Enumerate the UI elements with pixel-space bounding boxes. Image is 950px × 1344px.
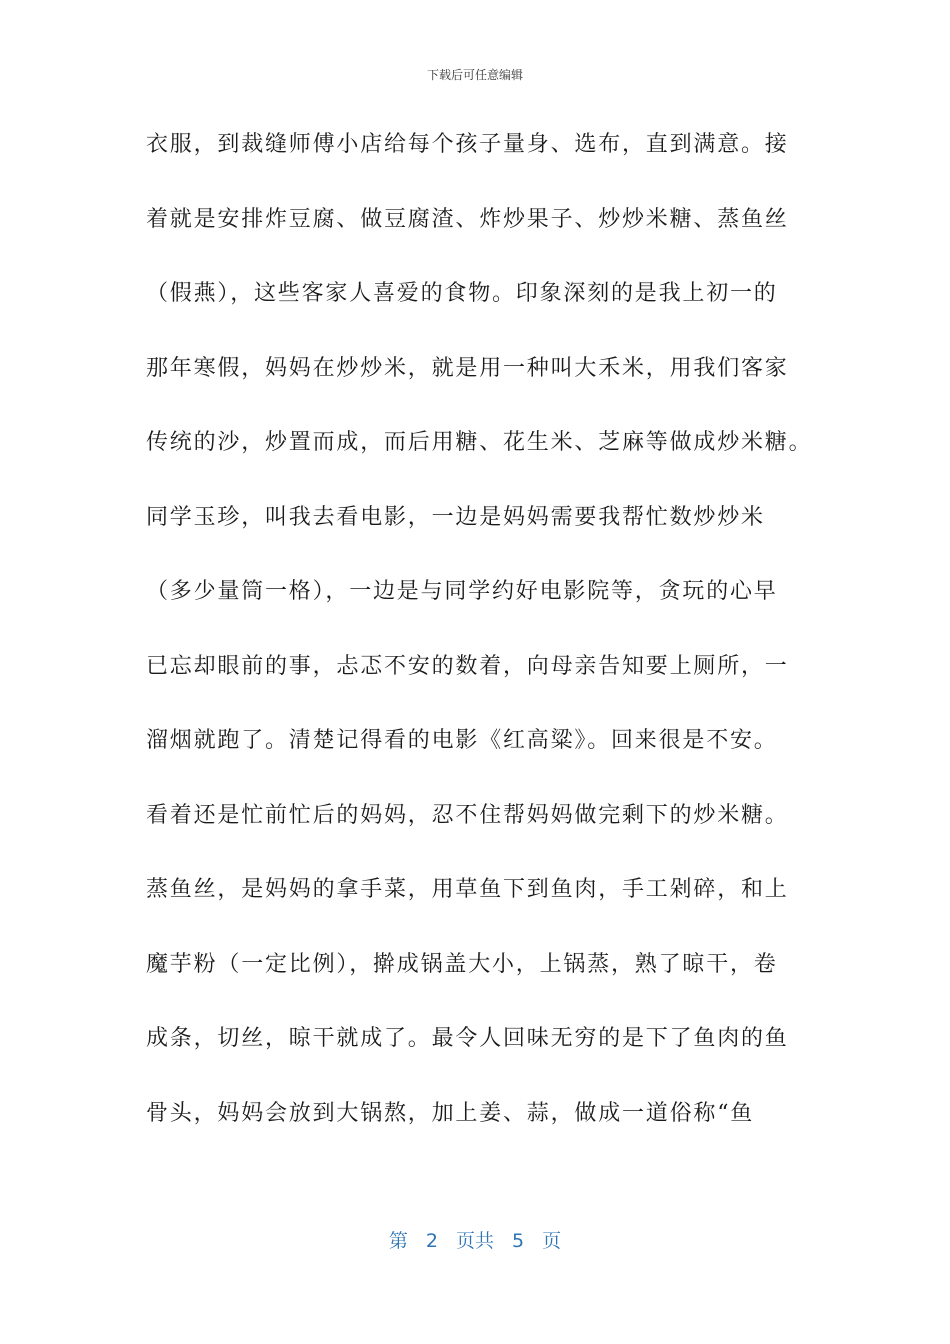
page-header: 下载后可任意编辑 — [426, 68, 523, 82]
body-line: （假燕），这些客家人喜爱的食物。印象深刻的是我上初一的 — [146, 281, 778, 306]
body-line: （多少量筒一格），一边是与同学约好电影院等，贪玩的心早 — [146, 579, 778, 604]
body-line: 那年寒假，妈妈在炒炒米，就是用一种叫大禾米，用我们客家 — [146, 355, 789, 381]
body-line: 传统的沙，炒置而成，而后用糖、花生米、芝麻等做成炒米糖。 — [146, 430, 813, 455]
body-line: 衣服，到裁缝师傅小店给每个孩子量身、选布，直到满意。接 — [146, 132, 789, 157]
body-line: 溜烟就跑了。清楚记得看的电影《红高粱》。回来很是不安。 — [146, 728, 778, 753]
body-line: 魔芋粉（一定比例），擀成锅盖大小，上锅蒸，熟了晾干，卷 — [146, 951, 778, 977]
body-line: 着就是安排炸豆腐、做豆腐渣、炸炒果子、炒炒米糖、蒸鱼丝 — [146, 206, 789, 232]
page-number-text: 第 2 页共 5 页 — [388, 1230, 562, 1252]
body-line: 成条，切丝，晾干就成了。最令人回味无穷的是下了鱼肉的鱼 — [146, 1026, 789, 1051]
body-line: 同学玉珍，叫我去看电影，一边是妈妈需要我帮忙数炒炒米 — [146, 504, 765, 530]
document-body — [146, 118, 826, 1161]
body-line: 蒸鱼丝，是妈妈的拿手菜，用草鱼下到鱼肉，手工剁碎，和上 — [146, 877, 789, 902]
body-line: 骨头，妈妈会放到大锅熬，加上姜、蒜，做成一道俗称“鱼 — [146, 1100, 755, 1126]
body-line: 看着还是忙前忙后的妈妈，忍不住帮妈妈做完剩下的炒米糖。 — [146, 802, 789, 828]
page-number-footer — [0, 1226, 950, 1253]
body-line: 已忘却眼前的事，忐忑不安的数着，向母亲告知要上厕所，一 — [146, 653, 789, 679]
